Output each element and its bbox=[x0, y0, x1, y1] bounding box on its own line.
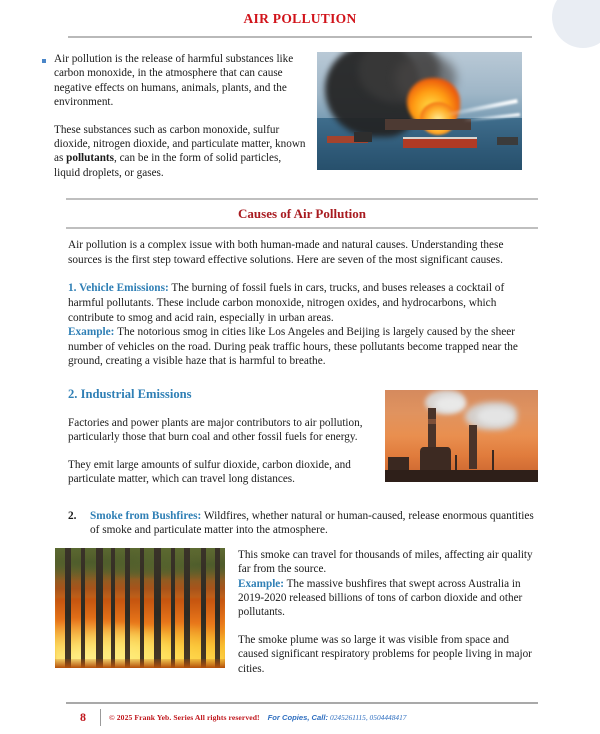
cause-3-p1-text: This smoke can travel for thousands of miles, affecting air quality far from the source. bbox=[238, 548, 533, 576]
bushfire-art bbox=[55, 548, 225, 668]
cause-3-paragraph-2: The smoke plume was so large it was visible from space and caused significant respiratory problems for people living in major cities. bbox=[238, 633, 532, 675]
intro-block bbox=[42, 52, 538, 180]
footer-divider bbox=[66, 702, 538, 704]
cause-1-block bbox=[68, 281, 542, 369]
square-bullet-icon bbox=[42, 59, 46, 63]
cause-3-heading-block bbox=[68, 509, 542, 538]
intro-paragraph-2 bbox=[54, 123, 307, 181]
title-divider bbox=[68, 36, 532, 38]
cause-3-list-number: 2. bbox=[68, 509, 77, 522]
footer-content bbox=[66, 708, 538, 726]
cause-2-paragraph-1: Factories and power plants are major contributors to air pollution, particularly those that burn coal and other fossil fuels for energy. bbox=[68, 417, 363, 444]
page-number: 8 bbox=[80, 709, 86, 724]
cause-1-example-body: The notorious smog in cities like Los Angeles and Beijing is largely caused by the sheer number of vehicles on the road. During peak traffic hours, these pollutants become trapped near the ground, creating a visible haze that is harmful to breathe. bbox=[68, 326, 518, 368]
footer-vertical-divider bbox=[100, 709, 101, 726]
intro-p2-part2: , can be in the form of solid particles, liquid droplets, or gases. bbox=[54, 152, 282, 179]
contact-phone-numbers: 0245261115, 0504448417 bbox=[330, 712, 407, 722]
for-copies-call-label: For Copies, Call: bbox=[267, 712, 328, 722]
cause-2-block bbox=[68, 387, 538, 487]
pollutants-bold: pollutants bbox=[66, 152, 114, 165]
page-footer bbox=[0, 702, 600, 734]
oil-rig-fire-art bbox=[317, 52, 522, 170]
intro-p2-part1: These substances such as carbon monoxide, sulfur dioxide, nitrogen dioxide, and particulate matter, known as bbox=[54, 123, 306, 165]
causes-intro-paragraph: Air pollution is a complex issue with both human-made and natural causes. Understanding these sources is the first step toward effective solutions. Here are seven of the most significant causes. bbox=[68, 239, 504, 266]
cause-3-label: Smoke from Bushfires: bbox=[90, 509, 202, 522]
document-page bbox=[0, 8, 600, 734]
page-title: AIR POLLUTION bbox=[243, 11, 357, 26]
cause-3-paragraph-1 bbox=[238, 548, 542, 620]
cause-1-label: 1. Vehicle Emissions: bbox=[68, 282, 169, 295]
cause-2-paragraph-2: They emit large amounts of sulfur dioxide, carbon dioxide, and particulate matter, which can travel long distances. bbox=[68, 458, 351, 486]
bushfire-forest-image bbox=[55, 548, 225, 668]
cause-2-text bbox=[68, 387, 385, 487]
cause-3-example-body: The massive bushfires that swept across Australia in 2019-2020 released billions of tons of carbon dioxide and other pollutants. bbox=[238, 577, 523, 619]
causes-rule-bottom bbox=[66, 227, 538, 229]
cause-3-text bbox=[238, 548, 542, 676]
factory-smokestacks-image bbox=[385, 390, 538, 482]
factory-art bbox=[385, 390, 538, 482]
cause-1-body: The burning of fossil fuels in cars, trucks, and buses releases a cocktail of harmful pollutants. These include carbon monoxide, nitrogen oxides, and hydrocarbons, which contribute to smog and acid rain, especially in urban areas. bbox=[68, 282, 505, 324]
cause-1-example-label: Example: bbox=[68, 326, 115, 339]
copyright-text: © 2025 Frank Yeb. Series All rights reserved! bbox=[109, 712, 260, 722]
intro-paragraph-1: Air pollution is the release of harmful substances like carbon monoxide, in the atmosphere that can cause negative effects on humans, animals, plants, and the environment. bbox=[54, 53, 294, 109]
cause-2-heading: 2. Industrial Emissions bbox=[68, 387, 192, 401]
cause-3-block bbox=[55, 548, 542, 676]
cause-3-example-label: Example: bbox=[238, 577, 284, 590]
cause-3-body: Wildfires, whether natural or human-caused, release enormous quantities of smoke and particulate matter into the atmosphere. bbox=[90, 509, 534, 537]
causes-section-header bbox=[66, 198, 538, 229]
causes-heading: Causes of Air Pollution bbox=[238, 206, 366, 222]
oil-rig-fire-image bbox=[317, 52, 522, 170]
intro-text bbox=[42, 52, 307, 180]
